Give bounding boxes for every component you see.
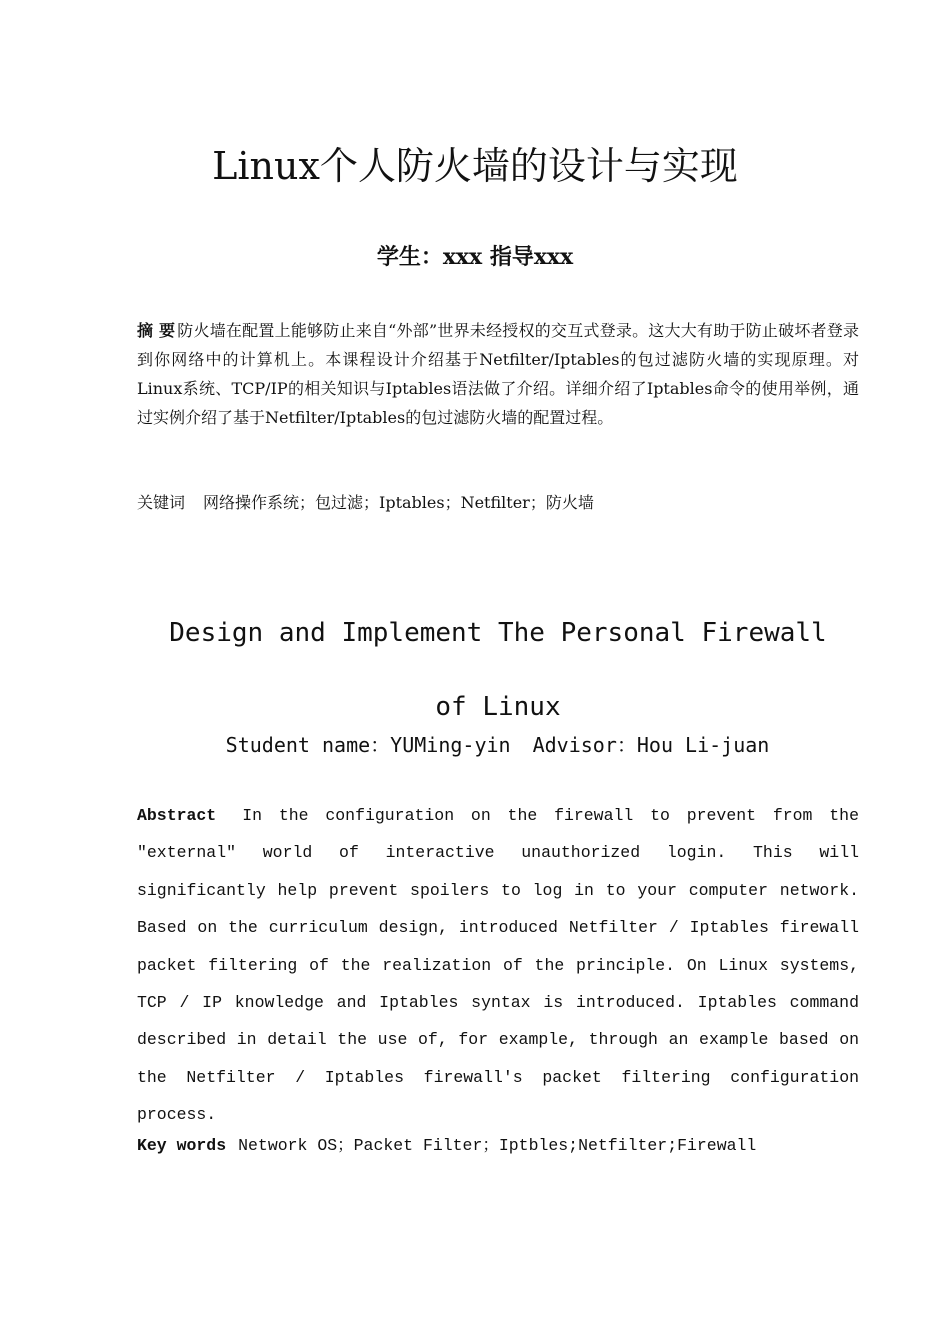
english-abstract-label: Abstract	[137, 806, 217, 825]
chinese-keywords-label: 关键词	[137, 493, 186, 512]
english-title: Design and Implement The Personal Firewall of Linux	[169, 618, 827, 722]
chinese-keywords	[137, 489, 859, 517]
english-abstract	[137, 797, 859, 1134]
chinese-abstract-text: 防火墙在配置上能够防止来自“外部”世界未经授权的交互式登录。这大大有助于防止破坏者登录到你网络中的计算机上。本课程设计介绍基于Netfilter/Iptables的包过滤防火墙的实现原理。对Linux系统、TCP/IP的相关知识与Iptables语法做了介绍。详细介绍了Iptables命令的使用举例，通过实例介绍了基于Netfilter/Iptables的包过滤防火墙的配置过程。	[137, 321, 859, 427]
english-keywords-label: Key words	[137, 1136, 227, 1155]
english-student-name: Student name：YUMing-yin	[225, 733, 511, 757]
chinese-title: Linux个人防火墙的设计与实现	[212, 144, 738, 188]
chinese-abstract-label: 摘 要	[137, 321, 176, 340]
english-advisor-name: Advisor：Hou Li-juan	[532, 733, 770, 757]
chinese-keywords-text: 网络操作系统；包过滤；Iptables；Netfilter；防火墙	[203, 493, 594, 512]
chinese-abstract	[137, 316, 859, 432]
english-authors	[0, 730, 950, 760]
english-keywords	[137, 1130, 859, 1162]
english-keywords-text: Network OS；Packet Filter；Iptbles;Netfilter;Firewall	[238, 1136, 757, 1155]
english-abstract-text: In the configuration on the firewall to prevent from the "external" world of interactive unauthorized login. This will significantly help prevent spoilers to log in to your computer network. Based on the curriculum design, introduced Netfilter / Iptables firewall packet filtering of the realization of the principle. On Linux systems, TCP / IP knowledge and Iptables syntax is introduced. Iptables command described in detail the use of, for example, through an example based on the Netfilter / Iptables firewall's packet filtering configuration process.	[137, 806, 859, 1125]
chinese-authors: 学生：xxx 指导xxx	[376, 244, 574, 270]
